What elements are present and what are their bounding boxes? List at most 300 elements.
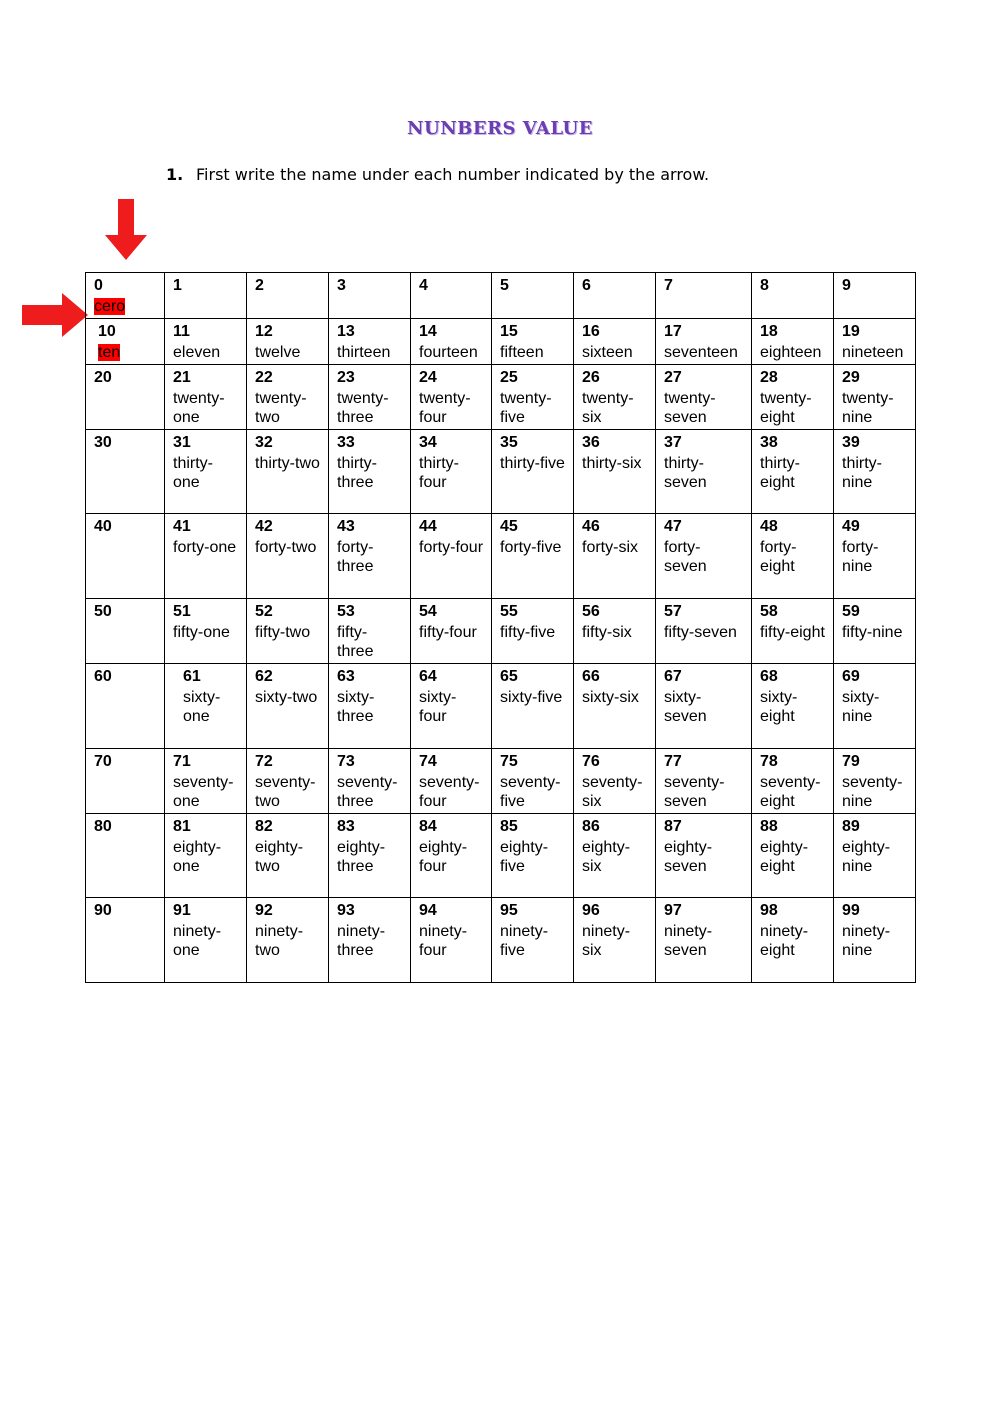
instruction xyxy=(166,165,709,184)
number-cell xyxy=(86,319,165,365)
number-value: 53 xyxy=(337,603,355,620)
number-value: 75 xyxy=(500,753,518,770)
number-cell xyxy=(656,319,752,365)
number-cell xyxy=(165,365,247,430)
number-cell xyxy=(86,430,165,514)
number-word: fifty-seven xyxy=(664,624,737,641)
number-cell xyxy=(411,599,492,664)
number-value: 70 xyxy=(94,753,112,770)
number-word: fourteen xyxy=(419,344,478,361)
number-value: 84 xyxy=(419,818,437,835)
number-value: 47 xyxy=(664,518,682,535)
number-cell xyxy=(247,664,329,749)
number-value: 67 xyxy=(664,668,682,685)
number-value: 85 xyxy=(500,818,518,835)
table-row xyxy=(86,430,916,514)
number-cell xyxy=(834,273,916,319)
table-row xyxy=(86,319,916,365)
number-value: 6 xyxy=(582,277,591,294)
number-word: ninety-one xyxy=(173,923,222,959)
number-cell xyxy=(574,273,656,319)
number-value: 96 xyxy=(582,902,600,919)
number-cell xyxy=(86,273,165,319)
number-value: 49 xyxy=(842,518,860,535)
number-cell xyxy=(165,273,247,319)
number-word: fifty-one xyxy=(173,624,230,641)
number-word: seventy-seven xyxy=(664,774,725,810)
number-cell xyxy=(492,319,574,365)
number-word: seventy-six xyxy=(582,774,643,810)
number-value: 15 xyxy=(500,323,518,340)
number-value: 94 xyxy=(419,902,437,919)
number-value: 55 xyxy=(500,603,518,620)
number-word: forty-nine xyxy=(842,539,879,575)
number-cell xyxy=(329,599,411,664)
number-value: 29 xyxy=(842,369,860,386)
number-cell xyxy=(492,365,574,430)
number-word: sixty-nine xyxy=(842,689,880,725)
number-value: 98 xyxy=(760,902,778,919)
number-cell xyxy=(411,898,492,983)
number-value: 51 xyxy=(173,603,191,620)
number-cell xyxy=(329,273,411,319)
table-row xyxy=(86,664,916,749)
number-value: 0 xyxy=(94,277,103,294)
number-cell xyxy=(752,514,834,599)
number-value: 42 xyxy=(255,518,273,535)
number-word: twelve xyxy=(255,344,301,361)
number-word: fifty-six xyxy=(582,624,632,641)
number-word: thirty-two xyxy=(255,455,320,472)
number-cell xyxy=(834,514,916,599)
number-cell xyxy=(492,664,574,749)
number-word: twenty-five xyxy=(500,390,552,426)
number-value: 21 xyxy=(173,369,191,386)
number-word: eighty-seven xyxy=(664,839,713,875)
table-row xyxy=(86,749,916,814)
number-cell xyxy=(834,664,916,749)
number-word: eighty-four xyxy=(419,839,468,875)
number-word: ninety-seven xyxy=(664,923,713,959)
number-word: nineteen xyxy=(842,344,904,361)
number-word: fifty-eight xyxy=(760,624,825,641)
number-value: 14 xyxy=(419,323,437,340)
number-value: 27 xyxy=(664,369,682,386)
number-value: 81 xyxy=(173,818,191,835)
number-value: 50 xyxy=(94,603,112,620)
number-word: forty-two xyxy=(255,539,317,556)
number-value: 73 xyxy=(337,753,355,770)
number-word: sixty-seven xyxy=(664,689,707,725)
number-cell xyxy=(247,514,329,599)
number-word: sixty-one xyxy=(183,689,221,725)
number-cell xyxy=(165,898,247,983)
number-value: 37 xyxy=(664,434,682,451)
number-word: sixty-three xyxy=(337,689,375,725)
number-word: eighty-five xyxy=(500,839,549,875)
number-word: seventy-four xyxy=(419,774,480,810)
number-cell xyxy=(411,814,492,898)
number-word: fifty-five xyxy=(500,624,556,641)
number-value: 78 xyxy=(760,753,778,770)
number-word: eighteen xyxy=(760,344,822,361)
number-cell xyxy=(574,365,656,430)
number-cell xyxy=(834,365,916,430)
number-word: fifty-three xyxy=(337,624,374,660)
number-cell xyxy=(329,814,411,898)
number-word: thirty-nine xyxy=(842,455,882,491)
number-cell xyxy=(656,273,752,319)
number-word: thirteen xyxy=(337,344,391,361)
number-value: 48 xyxy=(760,518,778,535)
right-arrow-icon xyxy=(22,293,88,337)
number-value: 66 xyxy=(582,668,600,685)
number-word: sixteen xyxy=(582,344,633,361)
number-word: twenty-four xyxy=(419,390,471,426)
number-value: 63 xyxy=(337,668,355,685)
number-cell xyxy=(165,664,247,749)
table-row xyxy=(86,898,916,983)
number-word: forty-one xyxy=(173,539,237,556)
number-value: 45 xyxy=(500,518,518,535)
number-cell xyxy=(329,319,411,365)
number-word: forty-five xyxy=(500,539,562,556)
number-value: 83 xyxy=(337,818,355,835)
number-word: eighty-one xyxy=(173,839,222,875)
numbers-table xyxy=(85,272,916,983)
number-cell xyxy=(834,430,916,514)
number-value: 65 xyxy=(500,668,518,685)
number-cell xyxy=(752,599,834,664)
number-value: 2 xyxy=(255,277,264,294)
number-value: 90 xyxy=(94,902,112,919)
number-value: 44 xyxy=(419,518,437,535)
number-value: 64 xyxy=(419,668,437,685)
number-value: 61 xyxy=(183,668,201,685)
number-cell xyxy=(165,514,247,599)
number-value: 95 xyxy=(500,902,518,919)
number-value: 10 xyxy=(98,323,116,340)
number-cell xyxy=(492,599,574,664)
number-word: fifty-four xyxy=(419,624,477,641)
number-word: seventy-one xyxy=(173,774,234,810)
number-word: eighty-two xyxy=(255,839,304,875)
number-word: ninety-two xyxy=(255,923,304,959)
number-cell xyxy=(752,898,834,983)
number-word: twenty-one xyxy=(173,390,225,426)
number-value: 60 xyxy=(94,668,112,685)
instruction-text: First write the name under each number indicated by the arrow. xyxy=(196,165,710,184)
number-word: forty-four xyxy=(419,539,484,556)
number-value: 34 xyxy=(419,434,437,451)
number-value: 62 xyxy=(255,668,273,685)
number-word: sixty-four xyxy=(419,689,457,725)
number-value: 25 xyxy=(500,369,518,386)
number-value: 92 xyxy=(255,902,273,919)
number-value: 18 xyxy=(760,323,778,340)
number-value: 97 xyxy=(664,902,682,919)
number-value: 8 xyxy=(760,277,769,294)
number-cell xyxy=(656,664,752,749)
number-word: thirty-seven xyxy=(664,455,707,491)
number-value: 19 xyxy=(842,323,860,340)
number-word: ninety-three xyxy=(337,923,386,959)
number-cell xyxy=(834,599,916,664)
number-value: 76 xyxy=(582,753,600,770)
number-cell xyxy=(86,814,165,898)
number-cell xyxy=(247,814,329,898)
number-cell xyxy=(165,749,247,814)
number-value: 39 xyxy=(842,434,860,451)
number-cell xyxy=(86,749,165,814)
number-word: forty-eight xyxy=(760,539,797,575)
number-cell xyxy=(247,749,329,814)
number-value: 35 xyxy=(500,434,518,451)
number-value: 43 xyxy=(337,518,355,535)
number-word: thirty-five xyxy=(500,455,565,472)
number-value: 23 xyxy=(337,369,355,386)
number-word: forty-seven xyxy=(664,539,707,575)
number-cell xyxy=(411,664,492,749)
number-cell xyxy=(656,898,752,983)
table-row xyxy=(86,599,916,664)
number-cell xyxy=(752,430,834,514)
number-cell xyxy=(247,430,329,514)
number-value: 11 xyxy=(173,323,190,340)
number-value: 93 xyxy=(337,902,355,919)
number-word: eighty-nine xyxy=(842,839,891,875)
number-cell xyxy=(752,319,834,365)
number-word: ninety-six xyxy=(582,923,631,959)
number-value: 74 xyxy=(419,753,437,770)
number-word: ninety-five xyxy=(500,923,549,959)
number-value: 52 xyxy=(255,603,273,620)
number-cell xyxy=(247,273,329,319)
number-cell xyxy=(574,814,656,898)
number-word: thirty-four xyxy=(419,455,459,491)
number-cell xyxy=(247,898,329,983)
number-cell xyxy=(247,319,329,365)
number-cell xyxy=(656,514,752,599)
number-word: sixty-two xyxy=(255,689,318,706)
number-cell xyxy=(574,599,656,664)
number-value: 30 xyxy=(94,434,112,451)
number-cell xyxy=(165,319,247,365)
number-cell xyxy=(834,749,916,814)
page-title: NUNBERS VALUE xyxy=(407,118,593,139)
number-word: thirty-eight xyxy=(760,455,800,491)
number-word: ninety-four xyxy=(419,923,468,959)
number-value: 3 xyxy=(337,277,346,294)
number-word: fifty-nine xyxy=(842,624,903,641)
number-cell xyxy=(574,514,656,599)
number-cell xyxy=(86,514,165,599)
number-cell xyxy=(574,319,656,365)
down-arrow-icon xyxy=(105,199,147,261)
number-word: eighty-eight xyxy=(760,839,809,875)
number-cell xyxy=(329,749,411,814)
number-cell xyxy=(492,430,574,514)
number-cell xyxy=(329,664,411,749)
number-cell xyxy=(834,898,916,983)
number-cell xyxy=(247,365,329,430)
number-cell xyxy=(329,430,411,514)
number-value: 33 xyxy=(337,434,355,451)
number-cell xyxy=(492,273,574,319)
number-word: seventy-nine xyxy=(842,774,903,810)
number-cell xyxy=(492,814,574,898)
number-word: twenty-two xyxy=(255,390,307,426)
number-value: 91 xyxy=(173,902,191,919)
number-word: sixty-eight xyxy=(760,689,798,725)
number-cell xyxy=(492,514,574,599)
number-word: ninety-nine xyxy=(842,923,891,959)
number-cell xyxy=(656,599,752,664)
number-cell xyxy=(752,365,834,430)
number-cell xyxy=(411,319,492,365)
number-cell xyxy=(329,514,411,599)
number-value: 77 xyxy=(664,753,682,770)
number-value: 69 xyxy=(842,668,860,685)
number-word: seventy-five xyxy=(500,774,561,810)
number-word: seventeen xyxy=(664,344,738,361)
number-cell xyxy=(834,319,916,365)
number-cell xyxy=(574,749,656,814)
number-value: 59 xyxy=(842,603,860,620)
number-value: 56 xyxy=(582,603,600,620)
number-cell xyxy=(411,430,492,514)
number-cell xyxy=(411,365,492,430)
number-word: twenty-six xyxy=(582,390,634,426)
table-row xyxy=(86,365,916,430)
number-cell xyxy=(574,664,656,749)
number-value: 89 xyxy=(842,818,860,835)
number-value: 32 xyxy=(255,434,273,451)
number-value: 13 xyxy=(337,323,355,340)
number-cell xyxy=(165,430,247,514)
number-word: seventy-eight xyxy=(760,774,821,810)
number-value: 99 xyxy=(842,902,860,919)
number-word: twenty-nine xyxy=(842,390,894,426)
number-value: 68 xyxy=(760,668,778,685)
number-word: eleven xyxy=(173,344,221,361)
number-word: forty-six xyxy=(582,539,638,556)
number-value: 1 xyxy=(173,277,182,294)
number-word: eighty-three xyxy=(337,839,386,875)
number-cell xyxy=(411,273,492,319)
number-value: 40 xyxy=(94,518,112,535)
number-cell xyxy=(86,898,165,983)
number-cell xyxy=(752,664,834,749)
number-value: 9 xyxy=(842,277,851,294)
number-value: 5 xyxy=(500,277,509,294)
number-value: 7 xyxy=(664,277,673,294)
number-value: 38 xyxy=(760,434,778,451)
number-value: 87 xyxy=(664,818,682,835)
number-value: 88 xyxy=(760,818,778,835)
number-cell xyxy=(411,749,492,814)
number-value: 86 xyxy=(582,818,600,835)
number-cell xyxy=(656,814,752,898)
number-cell xyxy=(86,664,165,749)
number-value: 57 xyxy=(664,603,682,620)
number-word: sixty-five xyxy=(500,689,563,706)
number-value: 80 xyxy=(94,818,112,835)
number-value: 79 xyxy=(842,753,860,770)
instruction-number: 1. xyxy=(166,165,184,184)
table-row xyxy=(86,814,916,898)
number-word: ten xyxy=(98,344,121,361)
number-cell xyxy=(752,814,834,898)
number-cell xyxy=(165,599,247,664)
number-word: cero xyxy=(94,298,126,315)
number-value: 31 xyxy=(173,434,191,451)
number-cell xyxy=(329,365,411,430)
number-value: 41 xyxy=(173,518,191,535)
number-value: 36 xyxy=(582,434,600,451)
number-word: twenty-three xyxy=(337,390,389,426)
number-cell xyxy=(247,599,329,664)
number-cell xyxy=(492,749,574,814)
number-cell xyxy=(656,749,752,814)
number-value: 72 xyxy=(255,753,273,770)
number-cell xyxy=(411,514,492,599)
number-cell xyxy=(574,430,656,514)
number-cell xyxy=(492,898,574,983)
number-cell xyxy=(86,599,165,664)
number-word: thirty-three xyxy=(337,455,377,491)
number-word: sixty-six xyxy=(582,689,639,706)
number-cell xyxy=(656,430,752,514)
number-word: thirty-one xyxy=(173,455,213,491)
table-row xyxy=(86,273,916,319)
number-value: 28 xyxy=(760,369,778,386)
number-word: twenty-eight xyxy=(760,390,812,426)
number-word: forty-three xyxy=(337,539,374,575)
number-value: 22 xyxy=(255,369,273,386)
number-cell xyxy=(752,749,834,814)
number-word: seventy-two xyxy=(255,774,316,810)
number-value: 24 xyxy=(419,369,437,386)
number-value: 82 xyxy=(255,818,273,835)
number-value: 16 xyxy=(582,323,600,340)
number-value: 26 xyxy=(582,369,600,386)
number-word: fifteen xyxy=(500,344,544,361)
number-value: 17 xyxy=(664,323,682,340)
number-cell xyxy=(574,898,656,983)
number-cell xyxy=(834,814,916,898)
number-word: fifty-two xyxy=(255,624,311,641)
number-cell xyxy=(86,365,165,430)
number-word: twenty-seven xyxy=(664,390,716,426)
number-word: thirty-six xyxy=(582,455,642,472)
number-value: 4 xyxy=(419,277,428,294)
number-cell xyxy=(656,365,752,430)
number-cell xyxy=(752,273,834,319)
number-word: ninety-eight xyxy=(760,923,809,959)
number-value: 46 xyxy=(582,518,600,535)
number-value: 71 xyxy=(173,753,191,770)
number-cell xyxy=(165,814,247,898)
number-word: seventy-three xyxy=(337,774,398,810)
number-value: 54 xyxy=(419,603,437,620)
number-value: 20 xyxy=(94,369,112,386)
table-row xyxy=(86,514,916,599)
number-value: 12 xyxy=(255,323,273,340)
number-word: eighty-six xyxy=(582,839,631,875)
number-cell xyxy=(329,898,411,983)
number-value: 58 xyxy=(760,603,778,620)
